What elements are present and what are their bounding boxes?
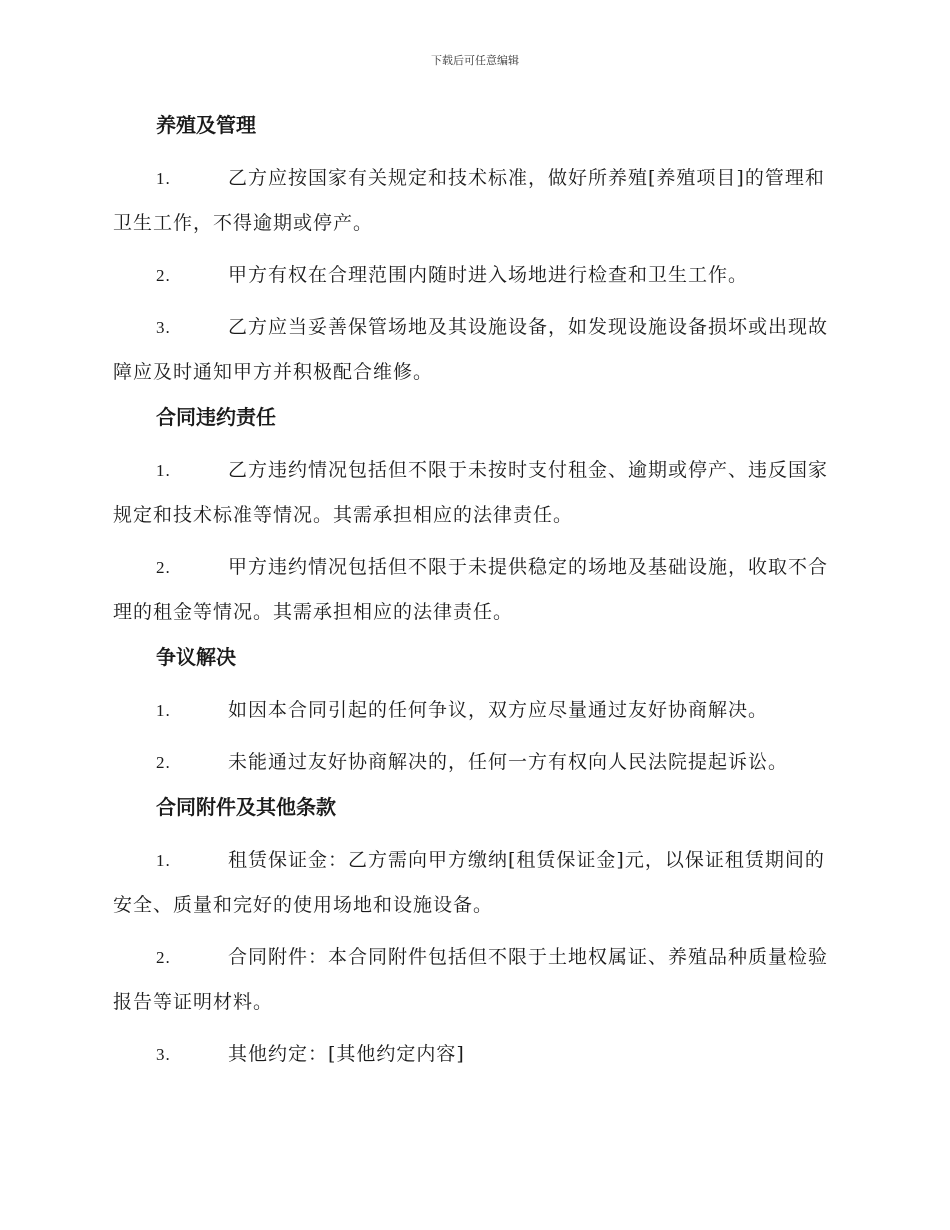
clause-number: 1. [156,851,171,870]
clause-number: 2. [156,753,171,772]
clause-text: 如因本合同引起的任何争议，双方应尽量通过友好协商解决。 [228,699,769,721]
clause-text: 合同附件：本合同附件包括但不限于土地权属证、养殖品种质量检验报告等证明材料。 [113,946,829,1013]
section-title: 争议解决 [156,645,236,669]
clause-text: 甲方有权在合理范围内随时进入场地进行检查和卫生工作。 [228,264,749,286]
clause-text: 乙方违约情况包括但不限于未按时支付租金、逾期或停产、违反国家规定和技术标准等情况。其需承担相应的法律责任。 [113,459,829,526]
clause [113,1032,833,1077]
section-dispute [113,642,833,785]
clause [113,935,833,1025]
clause-text: 甲方违约情况包括但不限于未提供稳定的场地及基础设施，收取不合理的租金等情况。其需承担相应的法律责任。 [113,556,829,623]
clause [113,740,833,785]
clause [113,253,833,298]
clause-number: 3. [156,1045,171,1064]
clause-number: 1. [156,461,171,480]
section-title: 合同违约责任 [156,405,276,429]
section-title: 合同附件及其他条款 [156,795,336,819]
clause-number: 1. [156,701,171,720]
clause-text: 租赁保证金：乙方需向甲方缴纳[租赁保证金]元，以保证租赁期间的安全、质量和完好的使用场地和设施设备。 [113,849,825,916]
section-title: 养殖及管理 [156,113,256,137]
document-body [113,110,833,1084]
clause [113,688,833,733]
clause [113,305,833,395]
clause-text: 其他约定：[其他约定内容] [228,1043,465,1065]
clause-text: 未能通过友好协商解决的，任何一方有权向人民法院提起诉讼。 [228,751,789,773]
clause-number: 2. [156,948,171,967]
clause-number: 2. [156,266,171,285]
section-breach [113,402,833,635]
clause [113,448,833,538]
clause-number: 3. [156,318,171,337]
section-attachments [113,792,833,1077]
clause-number: 2. [156,558,171,577]
clause [113,156,833,246]
page-header: 下载后可任意编辑 [431,54,519,67]
clause-text: 乙方应当妥善保管场地及其设施设备，如发现设施设备损坏或出现故障应及时通知甲方并积极配合维修。 [113,316,829,383]
clause-text: 乙方应按国家有关规定和技术标准，做好所养殖[养殖项目]的管理和卫生工作，不得逾期或停产。 [113,167,825,234]
clause [113,838,833,928]
clause-number: 1. [156,169,171,188]
section-breeding [113,110,833,395]
clause [113,545,833,635]
